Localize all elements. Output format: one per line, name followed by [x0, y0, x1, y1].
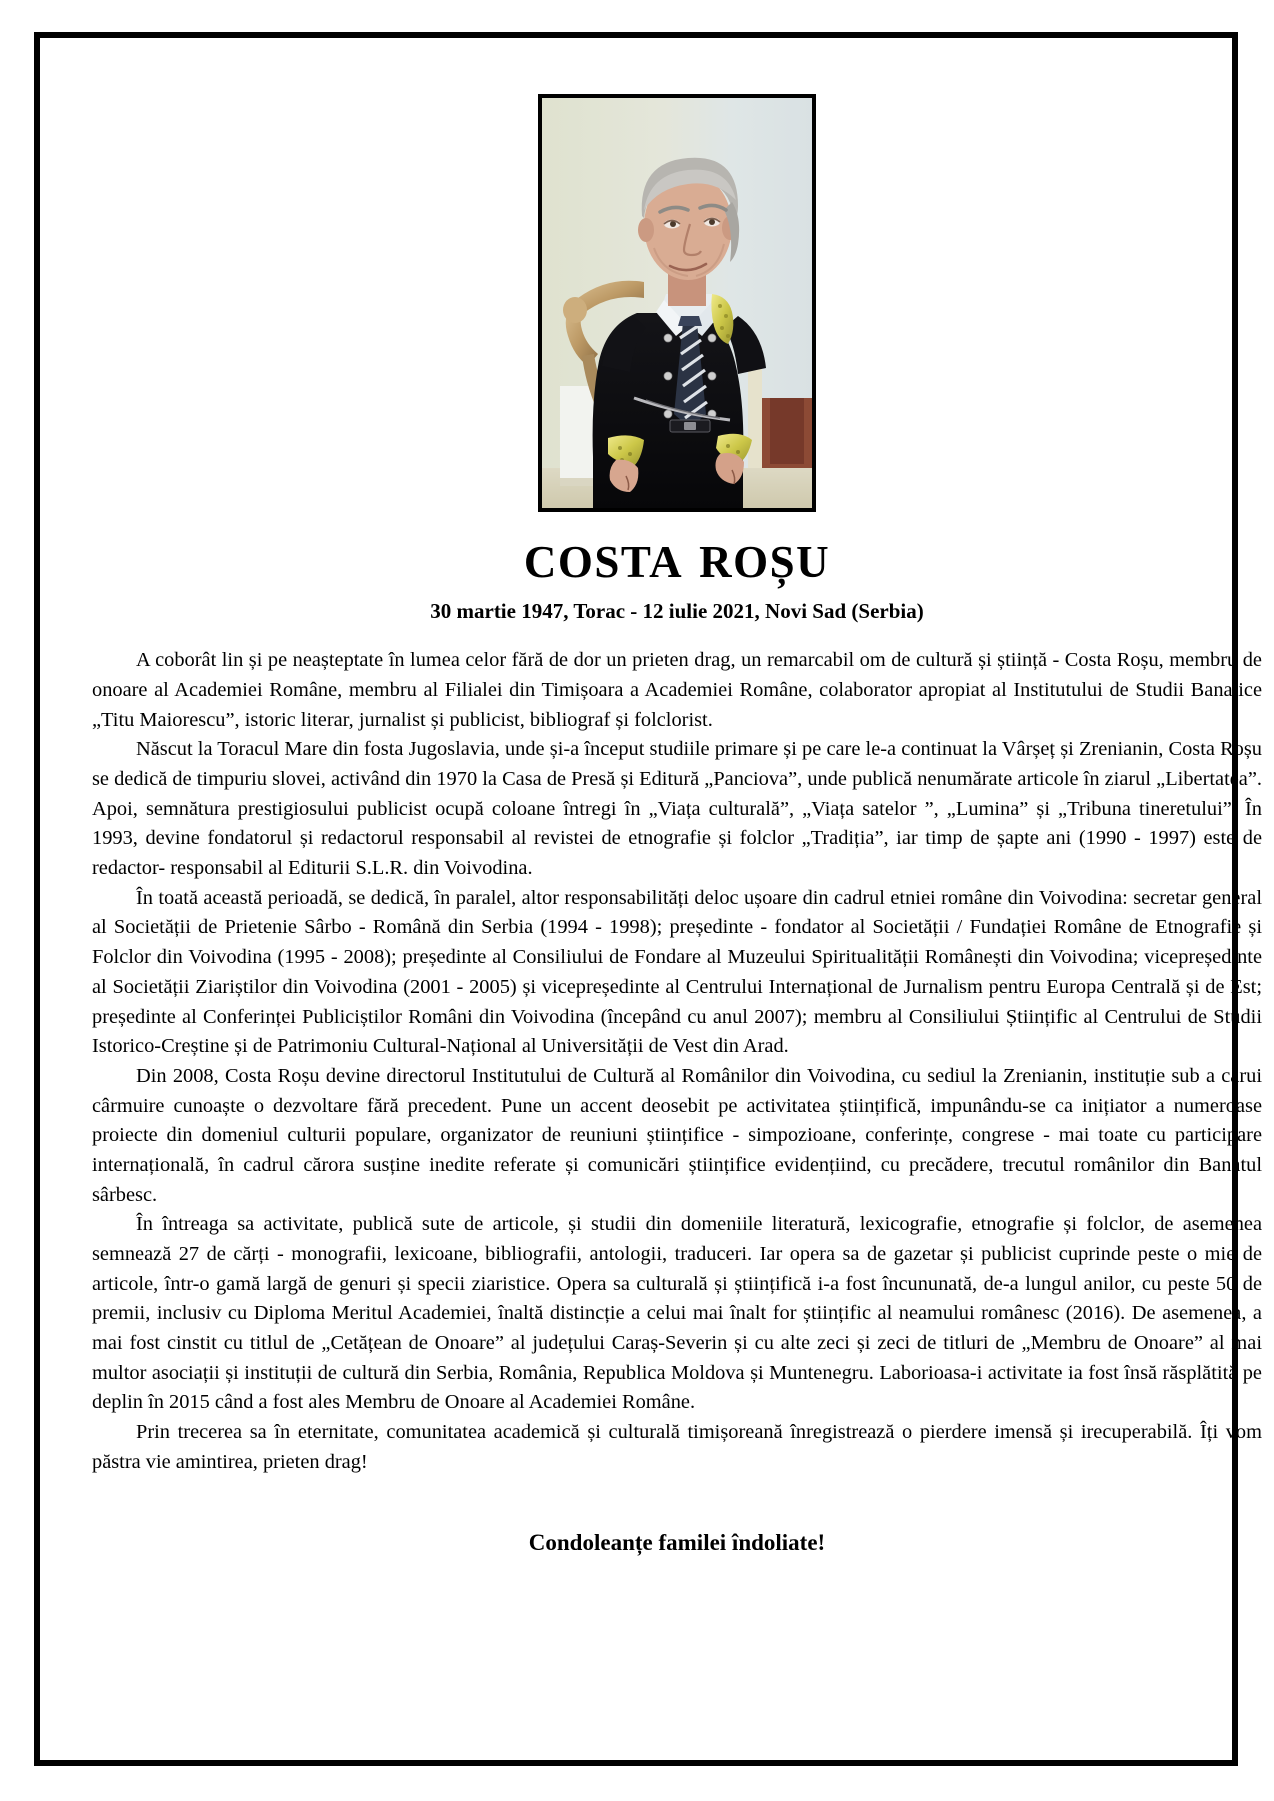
condolence-line: Condoleanțe familei îndoliate! [528, 1529, 826, 1555]
body-paragraph: Din 2008, Costa Roșu devine directorul Institutului de Cultură al Românilor din Voivodina, cu sediul la Zrenianin, instituție sub a cărui cârmuire cunoaște o dezvoltare fără precedent. Pune un accent deosebit pe activitatea științifică, impunându-se ca inițiator a numeroase proiecte din domeniul culturii populare, organizator de reuniuni științifice - simpozioane, conferințe, congrese - mai toate cu participare internațională, în cadrul cărora susține inedite referate și comunicări științifice evidențiind, cu precădere, trecutul românilor din Banatul sârbesc. [92, 1064, 1262, 1206]
body-paragraph: În toată această perioadă, se dedică, în paralel, altor responsabilități deloc ușoare din cadrul etniei române din Voivodina: secretar general al Societății de Prietenie Sârbo - Română din Serbia (1994 - 1998); președinte - fondator al Societății / Fundației Române de Etnografie și Folclor din Voivodina (1995 - 2008); președinte al Consiliului de Fondare al Muzeului Spiritualității Românești din Voivodina; vicepreședinte al Societății Ziariștilor din Voivodina (2001 - 2005) și vicepreședinte al Centrului Internațional de Jurnalism pentru Europa Centrală și de Est; președinte al Conferinței Publiciștilor Români din Voivodina (începând cu anul 2007); membru al Consiliului Științific al Centrului de Studii Istorico-Creștine și de Patrimoniu Cultural-Național al Universității de Vest din Arad. [92, 886, 1262, 1058]
page-border-frame [34, 32, 1262, 1766]
portrait-photo-frame [538, 94, 816, 512]
body-paragraph: A coborât lin și pe neașteptate în lumea celor fără de dor un prieten drag, un remarcabil om de cultură și știință - Costa Roșu, membru de onoare al Academiei Române, membru al Filialei din Timișoara a Academiei Române, colaborator apropiat al Institutului de Studii Banatice „Titu Maiorescu”, istoric literar, jurnalist și publicist, bibliograf și folclorist. [92, 649, 1262, 731]
obituary-body [92, 646, 1262, 1477]
body-paragraph: Născut la Toracul Mare din fosta Jugoslavia, unde și-a început studiile primare și pe care le-a continuat la Vârșeț și Zrenianin, Costa Roșu se dedică de timpuriu slovei, activând din 1970 la Casa de Presă și Editură „Panciova”, unde publică nenumărate articole în ziarul „Libertatea”. Apoi, semnătura prestigiosului publicist ocupă coloane întregi în „Viața culturală”, „Viața satelor ”, „Lumina” și „Tribuna tineretului”. În 1993, devine fondatorul și redactorul responsabil al revistei de etnografie și folclor „Tradiția”, iar timp de șapte ani (1990 - 1997) este de redactor- responsabil al Editurii S.L.R. din Voivodina. [92, 738, 1262, 880]
deceased-first-name: COSTA [523, 537, 684, 587]
portrait-photo-container [92, 88, 1262, 517]
deceased-last-name: ROȘU [699, 537, 831, 587]
page-content [92, 88, 1262, 1788]
portrait-photo [542, 98, 812, 508]
body-paragraph: În întreaga sa activitate, publică sute de articole, și studii din domeniile literatură, lexicografie, etnografie și folclor, de asemenea semnează 27 de cărți - monografii, lexicoane, bibliografii, antologii, traduceri. Iar opera sa de gazetar și publicist cuprinde peste o mie de articole, într-o gamă largă de genuri și specii ziaristice. Opera sa culturală și științifică i-a fost încununată, de-a lungul anilor, cu peste 50 de premii, inclusiv cu Diploma Meritul Academiei, înaltă distincție a celui mai înalt for științific al neamului românesc (2016). De asemenea, a mai fost cinstit cu titlul de „Cetățean de Onoare” al județului Caraș-Severin și cu alte zeci și zeci de titluri de „Membru de Onoare” al mai multor asociații și instituții de cultură din Serbia, România, Republica Moldova și Muntenegru. Laborioasa-i activitate ia fost însă răsplătită pe deplin în 2015 când a fost ales Membru de Onoare al Academiei Române. [92, 1213, 1262, 1414]
body-paragraph: Prin trecerea sa în eternitate, comunitatea academică și culturală timișoreană înregistrează o pierdere imensă și irecuperabilă. Îți vom păstra vie amintirea, prieten drag! [92, 1421, 1262, 1473]
deceased-name [92, 539, 1262, 586]
life-dates: 30 martie 1947, Torac - 12 iulie 2021, Novi Sad (Serbia) [430, 599, 924, 624]
